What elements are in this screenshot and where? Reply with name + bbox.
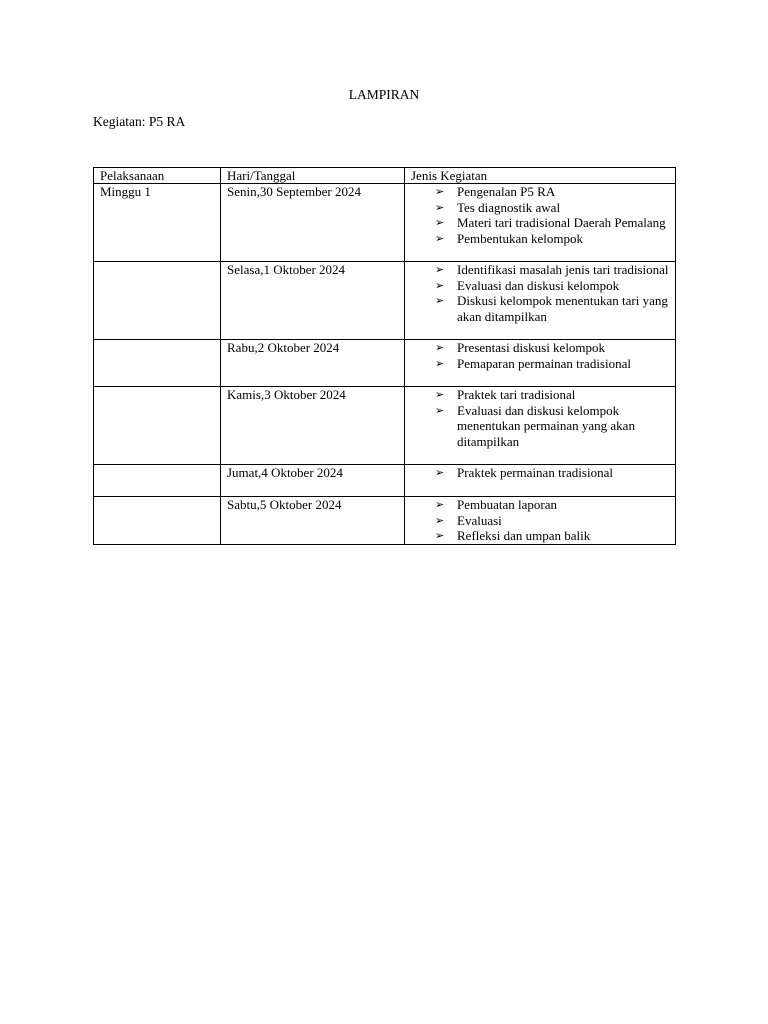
list-item: ➢ Diskusi kelompok menentukan tari yang akan ditampilkan	[457, 293, 675, 324]
activity-list	[411, 387, 675, 449]
list-item: ➢ Evaluasi	[457, 513, 675, 528]
activity-subtitle: Kegiatan: P5 RA	[93, 114, 186, 129]
list-item: ➢ Tes diagnostik awal	[457, 200, 675, 215]
schedule-table	[93, 167, 676, 545]
cell-kegiatan	[405, 262, 676, 340]
cell-kegiatan	[405, 387, 676, 465]
list-item: ➢ Pembuatan laporan	[457, 497, 675, 512]
list-item: ➢ Identifikasi masalah jenis tari tradisional	[457, 262, 675, 277]
table-row	[94, 340, 676, 387]
cell-pelaksanaan	[94, 497, 221, 544]
cell-tanggal: Rabu,2 Oktober 2024	[221, 340, 405, 387]
list-item: ➢ Pemaparan permainan tradisional	[457, 356, 675, 371]
list-item: ➢ Praktek tari tradisional	[457, 387, 675, 402]
list-item: ➢ Evaluasi dan diskusi kelompok menentukan permainan yang akan ditampilkan	[457, 403, 675, 449]
cell-pelaksanaan	[94, 262, 221, 340]
list-item: ➢ Pengenalan P5 RA	[457, 184, 675, 199]
cell-kegiatan	[405, 465, 676, 497]
cell-kegiatan	[405, 340, 676, 387]
table-row	[94, 262, 676, 340]
list-item: ➢ Refleksi dan umpan balik	[457, 528, 675, 543]
header-pelaksanaan: Pelaksanaan	[94, 168, 221, 184]
activity-list	[411, 465, 675, 480]
cell-tanggal: Jumat,4 Oktober 2024	[221, 465, 405, 497]
table-header-row	[94, 168, 676, 184]
list-item: ➢ Pembentukan kelompok	[457, 231, 675, 246]
header-hari-tanggal: Hari/Tanggal	[221, 168, 405, 184]
cell-pelaksanaan	[94, 387, 221, 465]
table-row	[94, 465, 676, 497]
list-item: ➢ Evaluasi dan diskusi kelompok	[457, 278, 675, 293]
table-row	[94, 497, 676, 544]
activity-list	[411, 340, 675, 371]
cell-pelaksanaan	[94, 465, 221, 497]
table-row	[94, 387, 676, 465]
activity-list	[411, 497, 675, 543]
list-item: ➢ Praktek permainan tradisional	[457, 465, 675, 480]
activity-list	[411, 184, 675, 246]
list-item: ➢ Presentasi diskusi kelompok	[457, 340, 675, 355]
cell-kegiatan	[405, 497, 676, 544]
cell-pelaksanaan	[94, 340, 221, 387]
cell-tanggal: Senin,30 September 2024	[221, 184, 405, 262]
page-title: LAMPIRAN	[348, 87, 420, 102]
header-jenis-kegiatan: Jenis Kegiatan	[405, 168, 676, 184]
cell-kegiatan	[405, 184, 676, 262]
cell-tanggal: Sabtu,5 Oktober 2024	[221, 497, 405, 544]
cell-tanggal: Kamis,3 Oktober 2024	[221, 387, 405, 465]
cell-tanggal: Selasa,1 Oktober 2024	[221, 262, 405, 340]
cell-pelaksanaan: Minggu 1	[94, 184, 221, 262]
table-row	[94, 184, 676, 262]
activity-list	[411, 262, 675, 324]
list-item: ➢ Materi tari tradisional Daerah Pemalang	[457, 215, 675, 230]
